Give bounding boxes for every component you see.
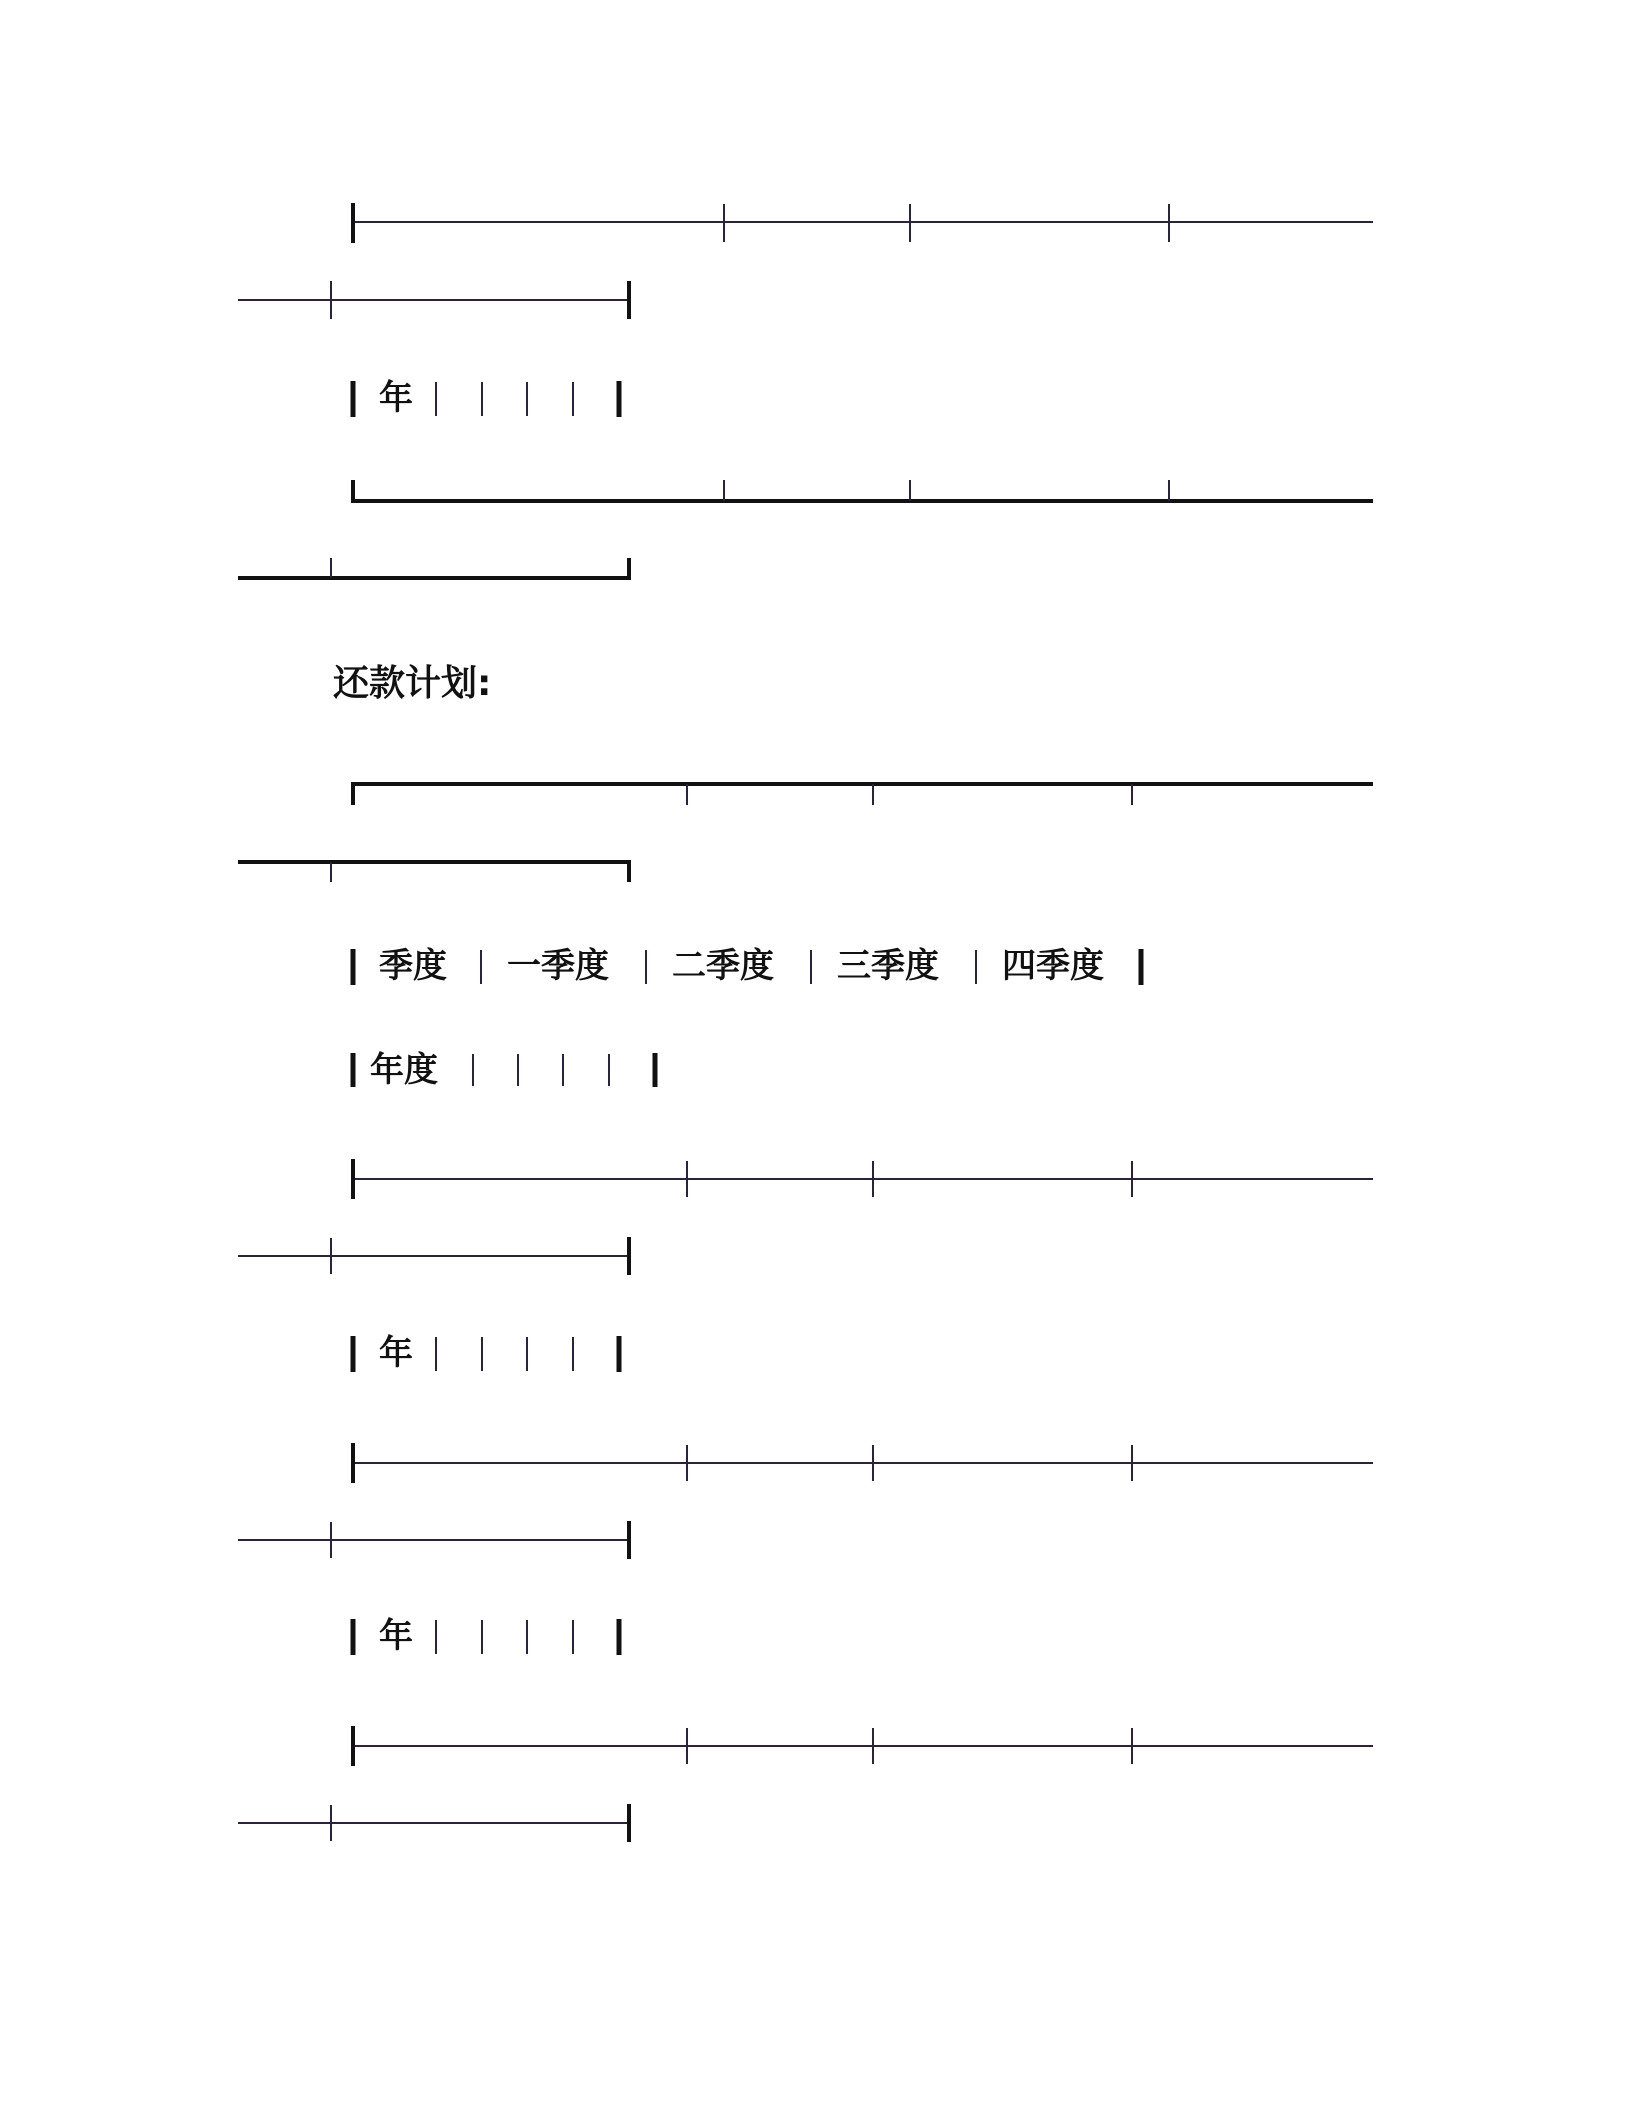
table-rule-block-5 xyxy=(238,1443,1373,1559)
repayment-plan-heading: 还款计划: xyxy=(333,663,492,704)
table-rule-block-3 xyxy=(238,782,1373,882)
year-row-3-label: 年 xyxy=(379,1616,413,1656)
quarter-header-q4: 四季度 xyxy=(1002,946,1104,986)
table-rule-block-2 xyxy=(238,480,1373,580)
table-rule-block-4 xyxy=(238,1159,1373,1275)
table-rule-block-1 xyxy=(238,203,1373,319)
quarter-header-q1: 一季度 xyxy=(507,946,609,986)
year-row-2-label: 年 xyxy=(379,1333,413,1373)
annual-row-label: 年度 xyxy=(370,1050,438,1090)
year-row-1-label: 年 xyxy=(379,378,413,418)
quarter-header-q2: 二季度 xyxy=(672,946,774,986)
quarter-header-label: 季度 xyxy=(379,946,447,986)
table-rule-block-6 xyxy=(238,1726,1373,1842)
quarter-header-q3: 三季度 xyxy=(837,946,939,986)
